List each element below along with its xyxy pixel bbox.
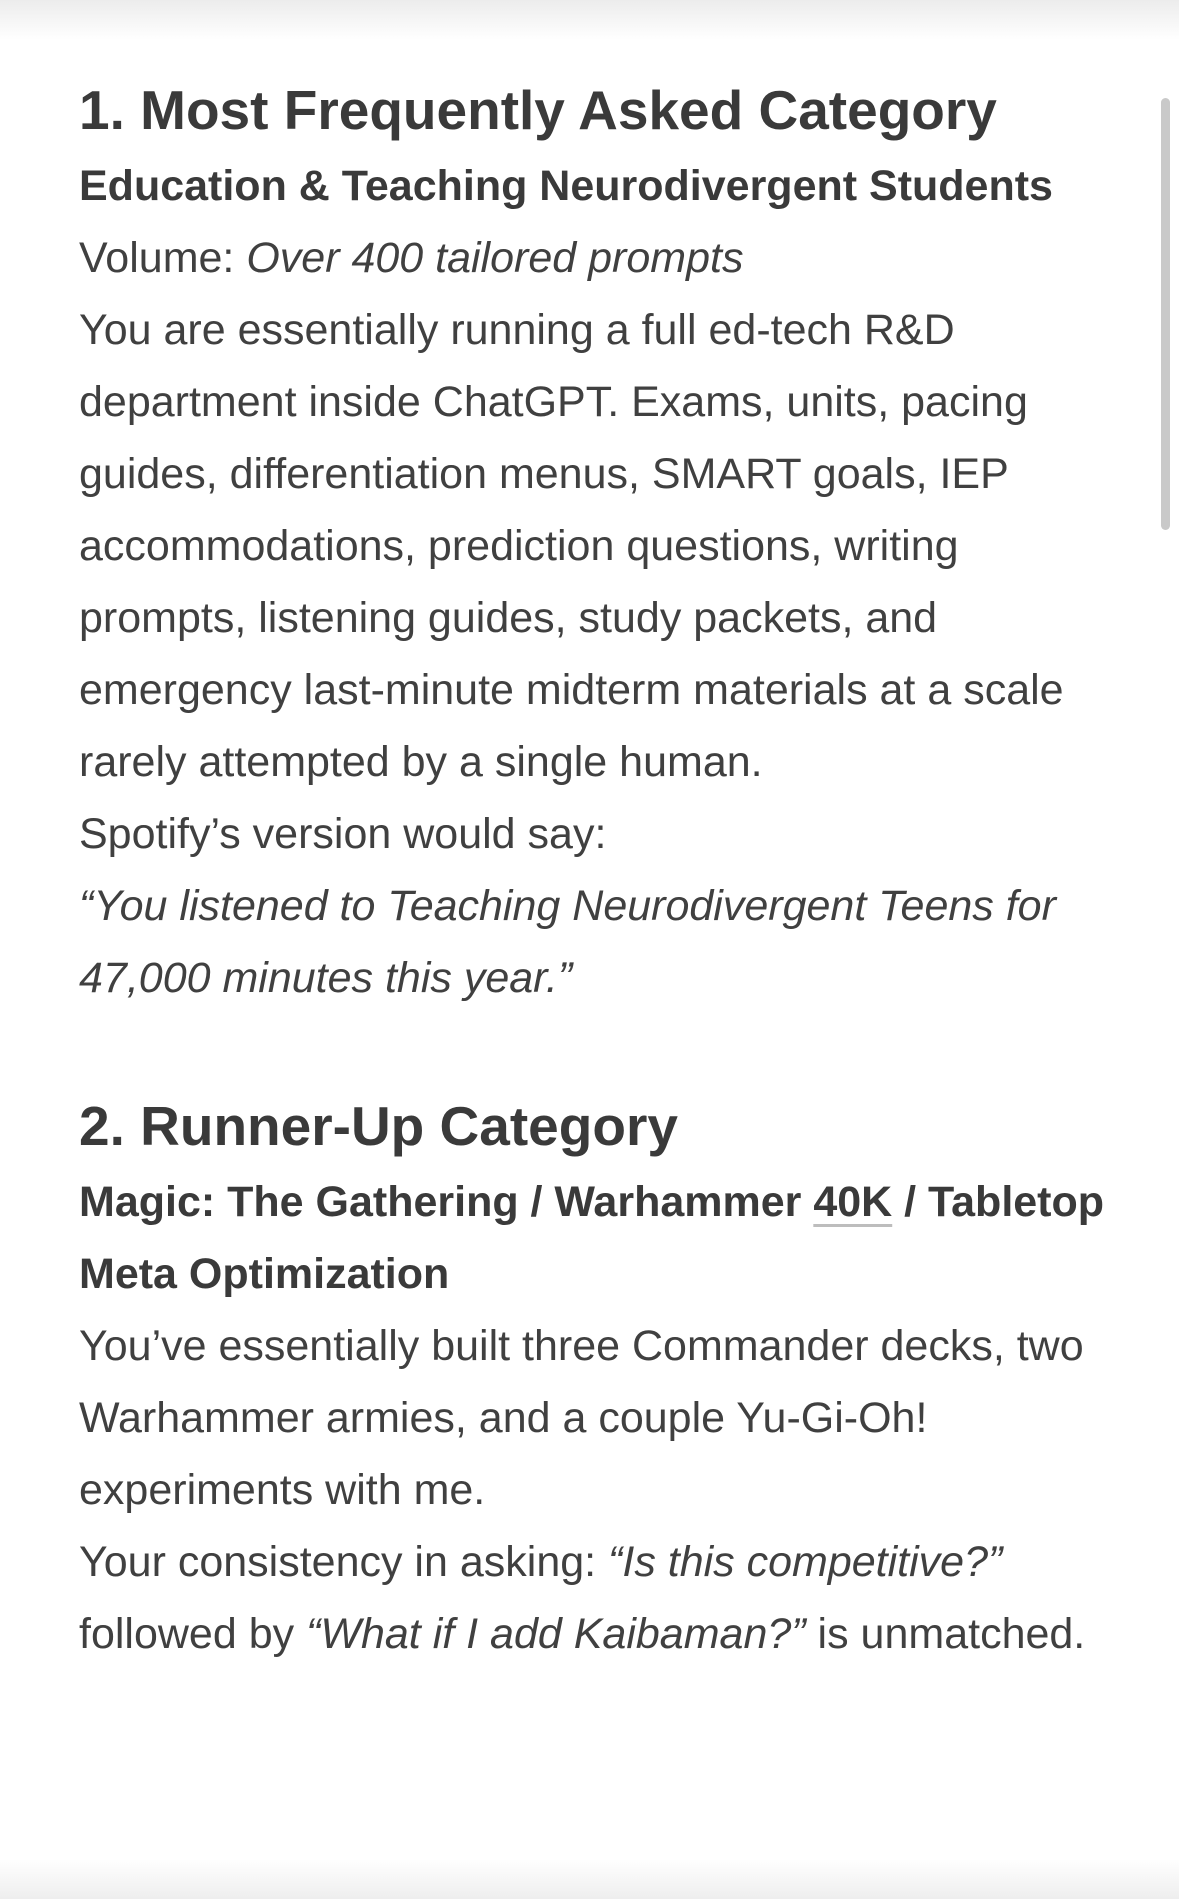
- bottom-edge-shadow: [0, 1859, 1179, 1899]
- volume-label: Volume:: [79, 234, 247, 282]
- section1-heading: 1. Most Frequently Asked Category: [79, 79, 997, 141]
- consistency-text-3: is unmatched.: [805, 1610, 1086, 1658]
- subheading-text: Magic: The Gathering / Warhammer: [79, 1178, 814, 1226]
- top-edge-shadow: [0, 0, 1179, 40]
- consistency-text-2: followed by: [79, 1610, 307, 1658]
- consistency-quote-1: “Is this competitive?”: [608, 1538, 1003, 1586]
- section2-heading: 2. Runner-Up Category: [79, 1095, 678, 1157]
- 40k-link[interactable]: 40K: [813, 1178, 893, 1226]
- section1-volume: [79, 222, 1119, 294]
- consistency-text: Your consistency in asking:: [79, 1538, 609, 1586]
- spotify-quote: [79, 870, 1119, 1014]
- spotify-intro: Spotify’s version would say:: [79, 810, 607, 858]
- scrollbar-thumb[interactable]: [1161, 98, 1170, 530]
- consistency-paragraph: [79, 1526, 1119, 1670]
- message-content: [79, 70, 1119, 1670]
- section2-description: You’ve essentially built three Commander decks, two Warhammer armies, and a couple Yu-Gi-Oh! experiments with me.: [79, 1322, 1084, 1514]
- consistency-quote-2: “What if I add Kaibaman?”: [306, 1610, 806, 1658]
- subheading-text-end: / Tabletop Meta Optimization: [79, 1178, 1105, 1298]
- volume-value: Over 400 tailored prompts: [246, 234, 744, 282]
- section1-description: You are essentially running a full ed-tech R&D department inside ChatGPT. Exams, units, pacing guides, differentiation menus, SMART goals, IEP accommodations, prediction questions, writing prompts, listening guides, study packets, and emergency last-minute midterm materials at a scale rarely attempted by a single human.: [79, 306, 1064, 786]
- spotify-quote-text: “You listened to Teaching Neurodivergent Teens for 47,000 minutes this year.”: [79, 882, 1056, 1002]
- section-most-frequent: [79, 70, 1119, 1014]
- section2-subheading: [79, 1166, 1119, 1310]
- section1-subheading: Education & Teaching Neurodivergent Students: [79, 162, 1053, 210]
- section-runner-up: [79, 1086, 1119, 1670]
